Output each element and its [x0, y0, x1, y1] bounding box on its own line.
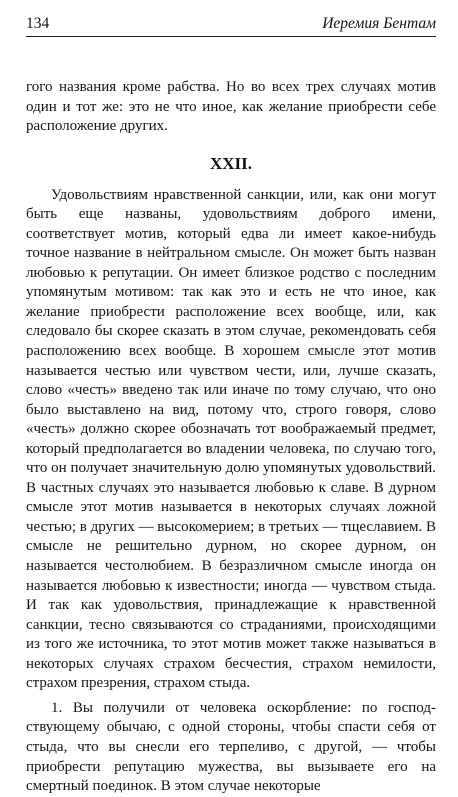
- book-page: [26, 12, 436, 797]
- running-header: [26, 12, 436, 37]
- page-number: 134: [26, 15, 50, 32]
- running-title: Иеремия Бентам: [322, 15, 436, 32]
- paragraph-numbered-1: 1. Вы получили от человека оскорбление: по господствующему обычаю, с одной стороны, чтобы спасти себя от стыда, что вы снесли его терпеливо, с другой, — чтобы приобрести репутацию мужества, вы вызываете его на смертный поединок. В этом случае некоторые: [26, 699, 436, 795]
- section-heading: XXII.: [209, 153, 253, 173]
- paragraph-main: Удовольствиям нравственной санкции, или, как они могут быть еще названы, удовольствиям доброго имени, соответствует мотив, который едва ли имеет какое-нибудь точное название в нейтральном смысле. Он может быть назван любовью к репутации. Он имеет близкое родство с последним упомянутым мотивом: так как это и есть не что иное, как желание приобрести расположение всех вообще, или, как следовало бы скорее сказать в этом случае, рекомендовать себя расположению всех вообще. В хорошем смысле этот мотив называется честью или чувством чести, или, лучше сказать, слово «честь» введено так или иначе по тому случаю, что оно было выставлено на вид, потому что, строго говоря, слово «честь» должно скорее обозначать тот воображаемый предмет, который предполагается во владении человека, по случаю того, что он получает значительную долю упомянутых удовольствий. В частных случаях это называется любовью к славе. В дурном смысле этот мотив называется в некоторых случаях ложной честью; в других — высокомерием; в третьих — тщеславием. В смысле не решительно дурном, но скорее дурном, он называется честолюбием. В безразличном смысле иногда он называется любовью к известности; иногда — чувством стыда. И так как удовольствия, принадлежащие к нравственной санкции, тесно связываются со страданиями, происходящими из того же источника, то этот мотив может также называться в некоторых случаях страхом бесчестия, страхом немилости, страхом презрения, страхом стыда.: [26, 186, 436, 692]
- paragraph-intro: гого названия кроме рабства. Но во всех трех случаях мотив один и тот же: это не что иное, как желание приобрести себе расположение других.: [26, 79, 436, 135]
- body-text: [26, 78, 436, 797]
